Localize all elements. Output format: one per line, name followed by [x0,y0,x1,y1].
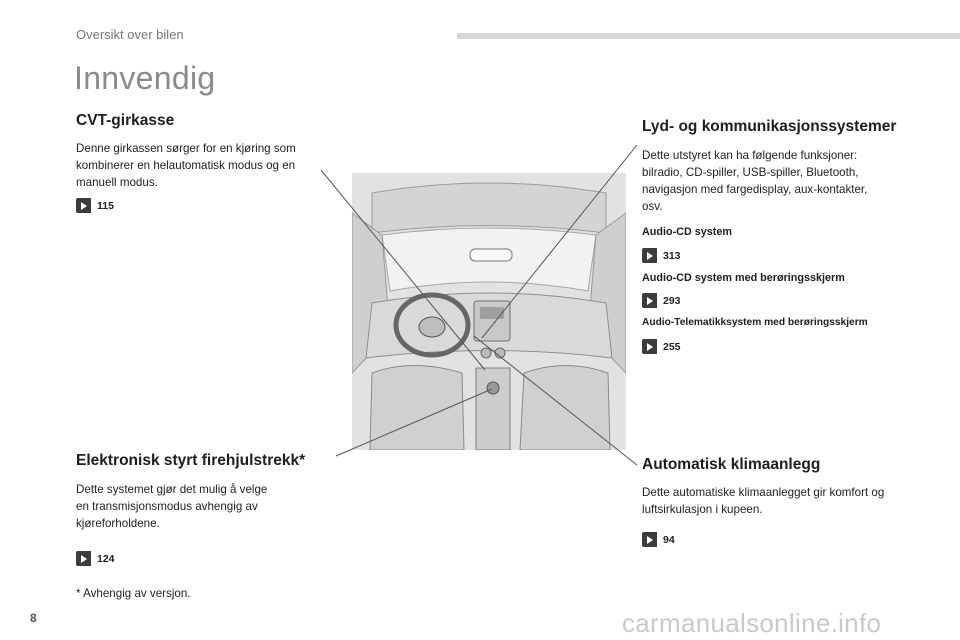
header-bar [457,33,960,39]
car-interior-drawing [352,173,626,450]
cvt-text-line: Denne girkassen sørger for en kjøring som [76,142,296,155]
audio-subitem-label: Audio-CD system med berøringsskjerm [642,272,845,284]
cvt-text-line: manuell modus. [76,176,158,189]
page-number: 8 [30,611,37,625]
header-section-title: Oversikt over bilen [76,27,184,42]
audio-title: Lyd- og kommunikasjonssystemer [642,118,897,135]
car-interior-illustration [352,173,626,450]
awd-title: Elektronisk styrt firehjulstrekk* [76,452,306,469]
awd-page-ref[interactable] [76,551,115,566]
section-climate [642,456,884,518]
page-ref-arrow-icon [642,532,657,547]
footnote: * Avhengig av versjon. [76,587,191,600]
climate-title: Automatisk klimaanlegg [642,456,821,473]
section-audio [642,118,896,215]
climate-text-line: luftsirkulasjon i kupeen. [642,503,763,516]
audio-text-line: osv. [642,200,663,213]
cvt-text-line: kombinerer en helautomatisk modus og en [76,159,296,172]
audio-cd-page-ref[interactable] [642,248,681,263]
climate-page-ref-number: 94 [663,533,675,546]
audio-cd-page-ref-number: 313 [663,249,681,262]
section-cvt [76,112,296,191]
audio-text-line: bilradio, CD-spiller, USB-spiller, Bluetooth, [642,166,859,179]
awd-page-ref-number: 124 [97,552,115,565]
page-title: Innvendig [74,60,216,96]
climate-page-ref[interactable] [642,532,675,547]
page-ref-arrow-icon [76,551,91,566]
audio-telematics-page-ref[interactable] [642,339,681,354]
cvt-page-ref-number: 115 [97,199,114,212]
page-ref-arrow-icon [642,293,657,308]
audio-subitem-label: Audio-Telematikksystem med berøringsskjerm [642,317,868,328]
audio-cd-touch-page-ref-number: 293 [663,294,681,307]
audio-subitem-label: Audio-CD system [642,226,732,238]
climate-text-line: Dette automatiske klimaanlegget gir komfort og [642,486,885,499]
audio-text-line: Dette utstyret kan ha følgende funksjoner: [642,149,858,162]
cvt-page-ref[interactable] [76,198,114,213]
page-ref-arrow-icon [642,248,657,263]
awd-text-line: en transmisjonsmodus avhengig av [76,500,258,513]
audio-telematics-page-ref-number: 255 [663,340,681,353]
page-ref-arrow-icon [642,339,657,354]
cvt-title: CVT-girkasse [76,112,175,129]
section-awd [76,452,305,532]
watermark: carmanualsonline.info [622,608,882,638]
awd-text-line: Dette systemet gjør det mulig å velge [76,483,268,496]
awd-text-line: kjøreforholdene. [76,517,160,530]
page-ref-arrow-icon [76,198,91,213]
audio-text-line: navigasjon med fargedisplay, aux-kontakter, [642,183,868,196]
audio-cd-touch-page-ref[interactable] [642,293,681,308]
